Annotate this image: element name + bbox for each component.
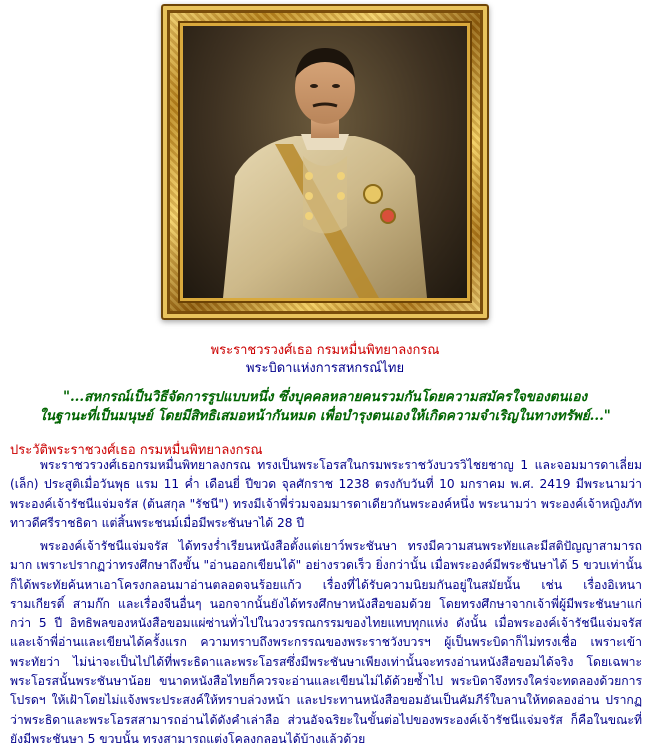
portrait-painting bbox=[183, 26, 467, 298]
portrait-figure-icon bbox=[183, 26, 467, 298]
quote-line-1: "...สหกรณ์เป็นวิธีจัดการรูปแบบหนึ่ง ซึ่งบุคคลหลายคนรวมกันโดยความสมัครใจของตนเอง bbox=[62, 389, 588, 405]
paragraph-1: พระราชวรวงศ์เธอกรมหมื่นพิทยาลงกรณ ทรงเป็นพระโอรสในกรมพระราชวังบวรวิไชยชาญ 1 และจอมมารดาเลี่ยม (เล็ก) ประสูติเมื่อวันพุธ แรม 11 ค่ำ เดือนยี่ ปีขวด จุลศักราช 1238 ตรงกับวันที่ 10 มกราคม พ.ศ. 2419 มีพระนามว่า พระองค์เจ้ารัชนีแจ่มจรัส (ต้นสกุล "รัชนี") ทรงมีเจ้าพี่ร่วมจอมมารดาเดียวกันพระองค์หนึ่ง พระนามว่า พระองค์เจ้าหญิงภัททาวดีศรีราชธิดา แต่สิ้นพระชนม์เมื่อมีพระชันษาได้ 28 ปี bbox=[10, 458, 642, 530]
paragraph-2: พระองค์เจ้ารัชนีแจ่มจรัส ได้ทรงร่ำเรียนหนังสือตั้งแต่เยาว์พระชันษา ทรงมีความสนพระทัยและมีสติปัญญาสามารถมาก เพราะปรากฏว่าทรงศึกษาถึงขั้น "อ่านออกเขียนได้" อย่างรวดเร็ว ยิ่งกว่านั้น เมื่อพระองค์มีพระชันษาได้ 5 ขวบเท่านั้น ก็ได้พระทัยค้นหาเอาโครงกลอนมาอ่านตลอดจนร้อยแก้ว เรื่องที่ได้รับความนิยมกันอยู่ในสมัยนั้น เช่น เรื่องอิเหนา รามเกียรติ์ สามก๊ก และเรื่องจีนอื่นๆ นอกจากนั้นยังได้ทรงศึกษาหนังสือขอมด้วย โดยทรงศึกษาจากเจ้าพี่ผู้มีพระชันษาแก่กว่า 5 ปี อิทธิพลของหนังสือขอมแผ่ซ่านทั่วไปในวงวรรณกรรมของไทยแทบทุกแห่ง ดังนั้น เมื่อพระองค์เจ้ารัชนีแจ่มจรัสและเจ้าพี่อ่านและเขียนได้ครั้งแรก ความทราบถึงพระกรรณของพระราชวังบวรฯ ผู้เป็นพระบิดาก็ไม่ทรงเชื่อ เพราะเข้าพระทัยว่า ไม่น่าจะเป็นไปได้ที่พระธิดาและพระโอรสซึ่งมีพระชันษาเพียงเท่านั้นจะทรงอ่านหนังสือขอมได้จริง โดยเฉพาะพระโอรสนั้นพระชันษาน้อย ขนาดหนังสือไทยก็ควรจะอ่านและเขียนไม่ได้ด้วยซ้ำไป พระบิดาจึงทรงใคร่จะทดลองด้วยการโปรดฯ ให้เฝ้าโดยไม่แจ้งพระประสงค์ให้ทราบล่วงหน้า และประทานหนังสือขอมอันเป็นคัมภีร์ใบลานให้ทดลองอ่าน ปรากฏว่าพระธิดาและพระโอรสสามารถอ่านได้ดังคำเล่าลือ ส่วนอัจฉริยะในขั้นต่อไปของพระองค์เจ้ารัชนีแจ่มจรัส ก็คือในขณะที่ยังมีพระชันษา 5 ขวบนั้น ทรงสามารถแต่งโคลงกลอนได้บ้างแล้วด้วย bbox=[10, 539, 642, 746]
portrait-caption-name: พระราชวรวงศ์เธอ กรมหมื่นพิทยาลงกรณ bbox=[210, 343, 440, 358]
section-heading: ประวัติพระราชวงศ์เธอ กรมหมื่นพิทยาลงกรณ bbox=[10, 443, 263, 458]
portrait-caption-title: พระบิดาแห่งการสหกรณ์ไทย bbox=[245, 361, 405, 376]
framed-portrait bbox=[161, 4, 489, 320]
quote-line-2: ในฐานะที่เป็นมนุษย์ โดยมีสิทธิเสมอหน้ากันหมด เพื่อบำรุงตนเองให้เกิดความจำเริญในทางทรัพย์..." bbox=[39, 408, 611, 424]
